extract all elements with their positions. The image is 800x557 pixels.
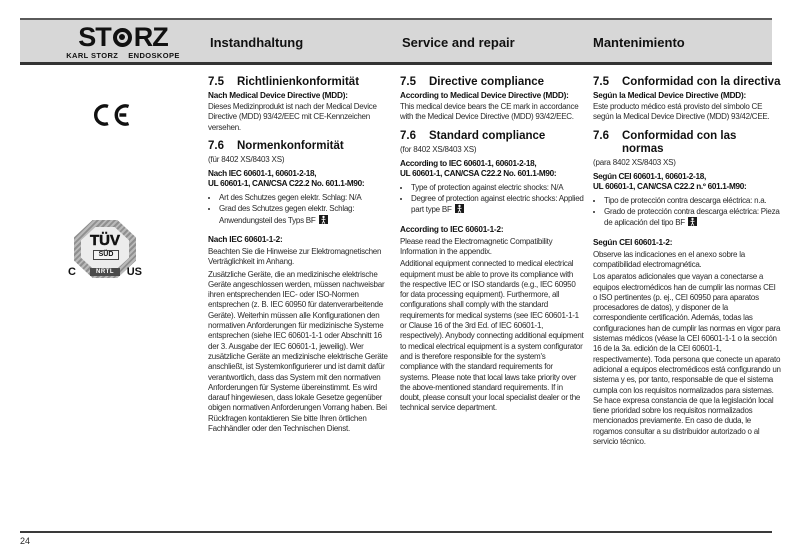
type-bf-applied-part-icon: [455, 204, 464, 213]
bullet-protection-degree: • Grado de protección contra descarga eléctrica: Pieza de aplicación del tipo BF: [604, 207, 781, 229]
bullet-protection-degree: • Grad des Schutzes gegen elektr. Schlag: Anwendungsteil des Typs BF: [219, 204, 390, 226]
model-note: (para 8402 XS/8403 XS): [593, 157, 676, 167]
column-header-german: Instandhaltung: [210, 35, 304, 50]
bullet-protection-type: • Tipo de protección contra descarga eléctrica: n.a.: [604, 196, 781, 206]
ce-mark-icon: [92, 101, 132, 129]
storz-o-icon: [113, 28, 132, 47]
mdd-paragraph: Dieses Medizinprodukt ist nach der Medical Device Directive (MDD) 93/42/EEC mit CE-Kennzeichen versehen.: [208, 102, 377, 132]
bullet-protection-type: • Type of protection against electric shocks: N/A: [411, 183, 584, 193]
mdd-subheading: Según la Medical Device Directive (MDD):: [593, 91, 747, 100]
storz-wordmark-left: ST: [78, 22, 111, 52]
section-number: 7.6: [208, 139, 224, 152]
standards-line-2: UL 60601-1, CAN/CSA C22.2 n.º 601.1-M90:: [593, 182, 747, 192]
tuv-sud-nrtl-certification-icon: [68, 220, 142, 286]
section-7-6-heading: [208, 140, 390, 153]
section-7-5-heading: [400, 76, 584, 89]
model-note: (für 8402 XS/8403 XS): [208, 154, 285, 164]
tuv-c-label: C: [68, 266, 76, 278]
mdd-subheading: According to Medical Device Directive (MDD):: [400, 91, 569, 100]
section-title: Standard compliance: [429, 129, 546, 142]
bullet-protection-type: • Art des Schutzes gegen elektr. Schlag: N/A: [219, 193, 390, 203]
storz-wordmark: [48, 24, 198, 50]
standards-line-1: Nach IEC 60601-1, 60601-2-18,: [208, 168, 317, 178]
standards-line-1: Según CEI 60601-1, 60601-2-18,: [593, 171, 706, 181]
footer-rule: [20, 531, 772, 533]
section-number: 7.5: [400, 76, 416, 88]
karl-storz-logo: [48, 24, 198, 60]
emc-heading: Según CEI 60601-1-2:: [593, 237, 673, 247]
emc-paragraph-1: Beachten Sie die Hinweise zur Elektromagnetischen Verträglichkeit im Anhang.: [208, 246, 382, 267]
model-note: (for 8402 XS/8403 XS): [400, 144, 477, 154]
section-number: 7.5: [593, 76, 609, 88]
section-title: Normenkonformität: [237, 139, 344, 152]
protection-bullet-list: [208, 193, 390, 226]
emc-paragraph-1: Please read the Electromagnetic Compatibility Information in the appendix.: [400, 236, 553, 256]
column-header-english: Service and repair: [402, 35, 515, 50]
standards-line-1: According to IEC 60601-1, 60601-2-18,: [400, 158, 537, 168]
tuv-main-text: TÜV: [90, 232, 120, 249]
mdd-paragraph: Este producto médico está provisto del símbolo CE según la Medical Device Directive (MDD) 93/42/CEE.: [593, 102, 770, 122]
section-title: Conformidad con las normas: [622, 129, 737, 155]
section-number: 7.5: [208, 76, 224, 88]
logo-sub-right: ENDOSKOPE: [128, 51, 180, 60]
tuv-sud-text: SÜD: [93, 250, 119, 260]
tuv-us-label: US: [126, 266, 142, 278]
section-title: Directive compliance: [429, 76, 545, 88]
page-number: 24: [20, 536, 31, 546]
section-number: 7.6: [593, 129, 609, 142]
column-spanish: [593, 76, 781, 449]
emc-paragraph-1: Observe las indicaciones en el anexo sobre la compatibilidad electromagnética.: [593, 249, 745, 269]
page-header-bar: [20, 18, 772, 65]
tuv-nrtl-band: NRTL: [90, 268, 120, 276]
type-bf-applied-part-icon: [688, 217, 697, 226]
section-7-6-heading: [400, 130, 584, 143]
section-7-5-heading: [208, 76, 390, 89]
column-header-spanish: Mantenimiento: [593, 35, 685, 50]
logo-subtitle: [48, 51, 198, 60]
mdd-paragraph: This medical device bears the CE mark in accordance with the Medical Device Directive (MDD) 93/42/EEC.: [400, 102, 579, 122]
protection-bullet-list: [593, 196, 781, 229]
mdd-subheading: Nach Medical Device Directive (MDD):: [208, 91, 348, 100]
section-number: 7.6: [400, 129, 416, 142]
section-7-5-heading: [593, 76, 781, 89]
section-7-6-heading: [593, 130, 781, 156]
emc-paragraph-2: Los aparatos adicionales que vayan a conectarse a equipos electromédicos han de cumplir las normas CEI o ISO pertinentes (p. ej., CEI 60950 para aparatos procesadores de datos), y disponer de la correspondiente certificación. Además, todas las configuraciones han de cumplir las normas en vigor para sistemas médicos (véase la CEI 60601-1-1 o la sección 16 de la 3a. edición de la CEI 60601-1, respectivamente). Toda persona que conecte un aparato adicional a equipos electromédicos está configurando un sistema y es, por tanto, responsable de que el sistema cumpla con los requisitos normalizados para sistemas. Se hace expresa constancia de que la legislación local tiene prioridad sobre los requisitos normalizados mencionados previamente. En caso de duda, le rogamos consultar a su distribuidor autorizado o al servicio técnico.: [593, 272, 781, 447]
bullet-protection-degree: • Degree of protection against electric shocks: Applied part type BF: [411, 194, 584, 216]
type-bf-applied-part-icon: [319, 215, 328, 224]
emc-heading: Nach IEC 60601-1-2:: [208, 234, 283, 244]
section-title: Richtlinienkonformität: [237, 76, 360, 88]
emc-paragraph-2: Additional equipment connected to medical electrical equipment must be able to prove its compliance with the respective IEC or ISO standards (e.g., IEC 60950 for data processing equipment). Furthermore, all configurations shall comply with the standard requirements for medical systems (see IEC 60601-1-1 or Clause 16 of the 3rd Ed. of IEC 60601-1, respectively). Anybody connecting additional equipment to medical electrical equipment is a system configurator and is therefore responsible for the system's compliance with the standard requirements for systems. Please note that local laws take priority over the above-mentioned standard requirements. If in doubt, please consult your local specialist dealer or the technical service department.: [400, 259, 584, 413]
standards-line-2: UL 60601-1, CAN/CSA C22.2 No. 601.1-M90:: [400, 169, 557, 179]
emc-heading: According to IEC 60601-1-2:: [400, 224, 504, 234]
emc-paragraph-2: Zusätzliche Geräte, die an medizinische elektrische Geräte angeschlossen werden, müssen nachweisbar ihren entsprechenden IEC- oder ISO-Normen entsprechen (z. B. IEC 60950 für datenverarbeitende Geräte). Weiterhin müssen alle Konfigurationen den normativen Anforderungen für medizinische Systeme entsprechen (siehe IEC 60601-1-1 oder Abschnitt 16 der 3. Ausgabe der IEC 60601-1, jeweilig). Wer zusätzliche Geräte an medizinische elektrische Geräte anschließt, ist Systemkonfigurierer und ist damit dafür verantwortlich, dass das System mit den normativen Anforderungen für Systeme übereinstimmt. Es wird darauf hingewiesen, dass lokale Gesetze gegenüber obigen normativen Anforderungen Vorrang haben. Bei Rückfragen kontaktieren Sie bitte Ihren örtlichen Fachhändler oder den Technischen Dienst.: [208, 269, 388, 434]
column-english: [400, 76, 584, 416]
column-german: [208, 76, 390, 436]
storz-wordmark-right: RZ: [133, 22, 168, 52]
section-title: Conformidad con la directiva: [622, 76, 781, 88]
standards-line-2: UL 60601-1, CAN/CSA C22.2 No. 601.1-M90:: [208, 179, 365, 189]
protection-bullet-list: [400, 183, 584, 216]
logo-sub-left: KARL STORZ: [66, 51, 119, 60]
